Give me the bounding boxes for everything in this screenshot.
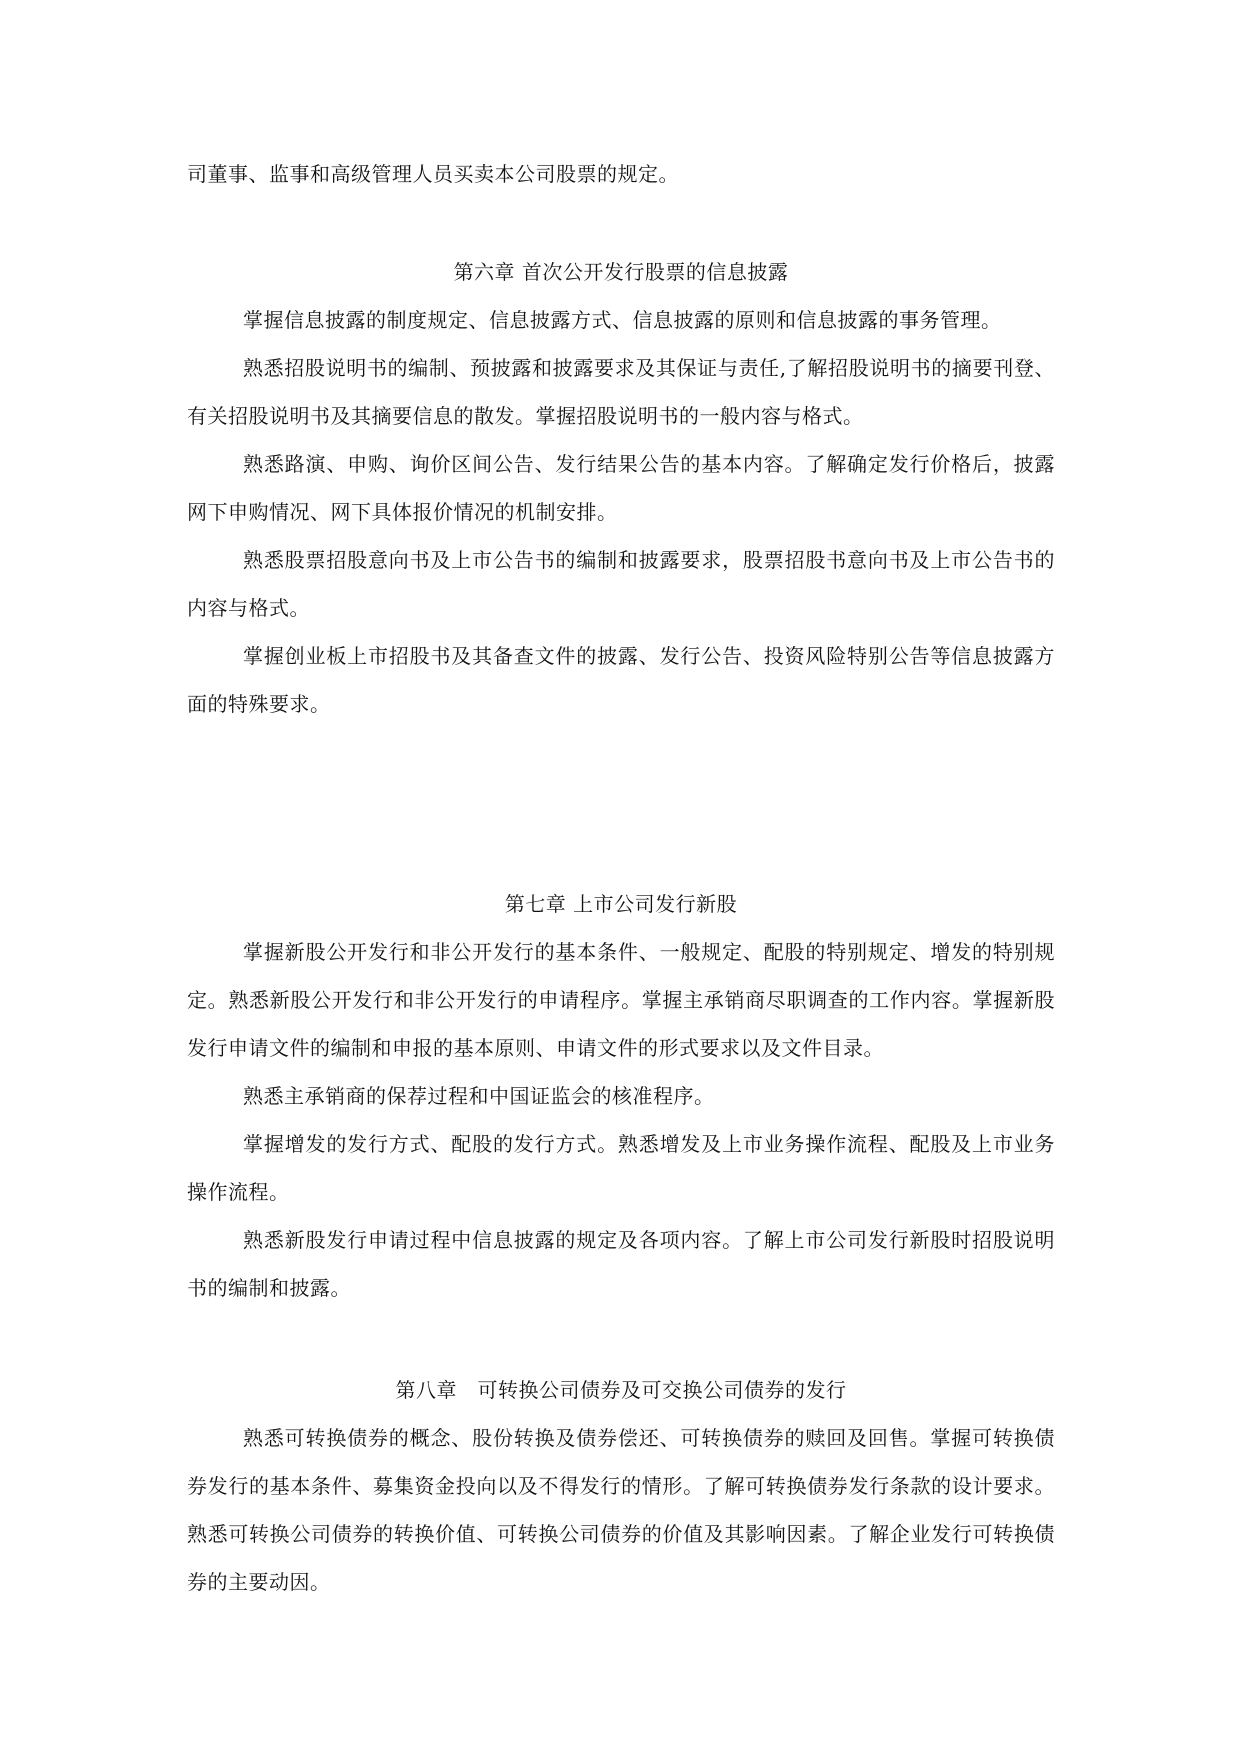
chapter-6-paragraph: 掌握创业板上市招股书及其备查文件的披露、发行公告、投资风险特别公告等信息披露方面的特殊要求。 [187, 644, 1055, 716]
chapter-8-section [187, 1366, 1055, 1606]
chapter-6-section [187, 248, 1055, 728]
chapter-7-section [187, 880, 1055, 1312]
chapter-6-paragraph: 掌握信息披露的制度规定、信息披露方式、信息披露的原则和信息披露的事务管理。 [243, 308, 1002, 332]
chapter-7-title: 第七章 上市公司发行新股 [504, 892, 738, 916]
chapter-8-paragraph: 熟悉可转换债券的概念、股份转换及债券偿还、可转换债券的赎回及回售。掌握可转换债券发行的基本条件、募集资金投向以及不得发行的情形。了解可转换债券发行条款的设计要求。熟悉可转换公司债券的转换价值、可转换公司债券的价值及其影响因素。了解企业发行可转换债券的主要动因。 [187, 1426, 1055, 1594]
chapter-7-paragraph: 掌握新股公开发行和非公开发行的基本条件、一般规定、配股的特别规定、增发的特别规定。熟悉新股公开发行和非公开发行的申请程序。掌握主承销商尽职调查的工作内容。掌握新股发行申请文件的编制和申报的基本原则、申请文件的形式要求以及文件目录。 [187, 940, 1055, 1060]
chapter-6-title: 第六章 首次公开发行股票的信息披露 [453, 260, 789, 284]
continued-paragraph-block [187, 150, 1055, 198]
chapter-6-paragraph: 熟悉路演、申购、询价区间公告、发行结果公告的基本内容。了解确定发行价格后，披露网下申购情况、网下具体报价情况的机制安排。 [187, 452, 1055, 524]
chapter-6-paragraph: 熟悉股票招股意向书及上市公告书的编制和披露要求，股票招股书意向书及上市公告书的内容与格式。 [187, 548, 1055, 620]
continued-paragraph: 司董事、监事和高级管理人员买卖本公司股票的规定。 [187, 162, 679, 186]
chapter-7-paragraph: 熟悉主承销商的保荐过程和中国证监会的核准程序。 [243, 1084, 715, 1108]
chapter-7-paragraph: 熟悉新股发行申请过程中信息披露的规定及各项内容。了解上市公司发行新股时招股说明书的编制和披露。 [187, 1228, 1055, 1300]
chapter-6-paragraph: 熟悉招股说明书的编制、预披露和披露要求及其保证与责任,了解招股说明书的摘要刊登、有关招股说明书及其摘要信息的散发。掌握招股说明书的一般内容与格式。 [187, 356, 1055, 428]
chapter-7-paragraph: 掌握增发的发行方式、配股的发行方式。熟悉增发及上市业务操作流程、配股及上市业务操作流程。 [187, 1132, 1055, 1204]
chapter-8-title: 第八章 可转换公司债券及可交换公司债券的发行 [395, 1378, 847, 1402]
